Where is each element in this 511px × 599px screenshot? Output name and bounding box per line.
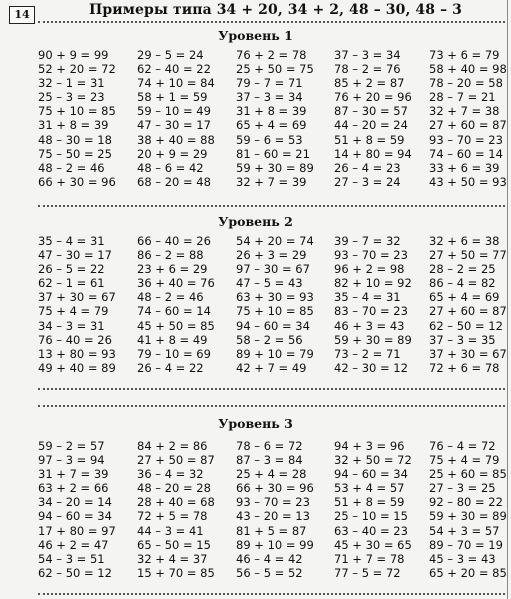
example-equation: 65 + 20 = 85 (429, 565, 507, 580)
example-equation: 45 + 30 = 65 (334, 537, 412, 552)
example-equation: 76 + 2 = 78 (236, 48, 307, 62)
example-equation: 42 – 30 = 12 (334, 360, 408, 375)
example-equation: 32 – 1 = 31 (38, 76, 105, 91)
example-equation: 96 + 2 = 98 (334, 262, 405, 277)
example-equation: 32 + 4 = 37 (137, 551, 208, 566)
example-equation: 66 + 30 = 96 (38, 174, 116, 189)
example-equation: 63 + 2 = 66 (38, 481, 109, 496)
example-equation: 81 – 60 = 21 (236, 146, 310, 161)
example-equation: 28 – 2 = 25 (429, 262, 496, 277)
example-equation: 46 + 3 = 43 (334, 318, 405, 333)
divider (38, 205, 505, 207)
example-equation: 45 – 3 = 43 (429, 551, 496, 566)
example-equation: 94 + 3 = 96 (334, 439, 405, 453)
example-equation: 82 + 10 = 92 (334, 276, 412, 291)
level-1-grid (38, 48, 508, 189)
example-equation: 59 – 10 = 49 (137, 104, 211, 119)
example-equation: 34 – 20 = 14 (38, 495, 112, 510)
example-equation: 35 – 4 = 31 (38, 234, 105, 248)
example-equation: 28 + 40 = 68 (137, 495, 215, 510)
example-equation: 81 + 5 = 87 (236, 523, 307, 538)
example-equation: 66 – 40 = 26 (137, 234, 211, 248)
level-2-grid (38, 234, 508, 375)
example-equation: 46 + 2 = 47 (38, 537, 109, 552)
level-3-title: Уровень 3 (218, 416, 293, 431)
example-equation: 65 – 50 = 15 (137, 537, 211, 552)
example-equation: 72 + 6 = 78 (429, 360, 500, 375)
example-equation: 92 – 80 = 22 (429, 495, 503, 510)
example-equation: 15 + 70 = 85 (137, 565, 215, 580)
example-equation: 42 + 7 = 49 (236, 360, 307, 375)
example-equation: 25 + 60 = 85 (429, 467, 507, 482)
example-equation: 28 – 7 = 21 (429, 90, 496, 105)
example-equation: 26 + 3 = 29 (236, 248, 307, 263)
example-equation: 87 – 30 = 57 (334, 104, 408, 119)
example-equation: 66 + 30 = 96 (236, 481, 314, 496)
example-equation: 94 – 60 = 34 (38, 509, 112, 524)
example-equation: 84 + 2 = 86 (137, 439, 208, 453)
example-equation: 34 – 3 = 31 (38, 318, 105, 333)
example-equation: 43 – 20 = 13 (236, 509, 310, 524)
example-equation: 36 + 40 = 76 (137, 276, 215, 291)
example-equation: 54 + 20 = 74 (236, 234, 314, 248)
example-equation: 87 – 3 = 84 (236, 453, 303, 468)
example-equation: 45 + 50 = 85 (137, 318, 215, 333)
example-equation: 25 – 3 = 23 (38, 90, 105, 105)
example-equation: 41 + 8 = 49 (137, 332, 208, 347)
example-equation: 89 + 10 = 99 (236, 537, 314, 552)
example-equation: 46 – 4 = 42 (236, 551, 303, 566)
example-equation: 62 – 1 = 61 (38, 276, 105, 291)
example-equation: 31 + 8 = 39 (38, 118, 109, 133)
example-equation: 62 – 40 = 22 (137, 62, 211, 77)
example-equation: 32 + 6 = 38 (429, 234, 500, 248)
example-equation: 33 + 6 = 39 (429, 160, 500, 175)
example-equation: 54 + 3 = 57 (429, 523, 500, 538)
example-equation: 65 + 4 = 69 (236, 118, 307, 133)
example-equation: 59 – 6 = 53 (236, 132, 303, 147)
example-equation: 26 – 4 = 23 (334, 160, 401, 175)
example-equation: 32 + 7 = 38 (429, 104, 500, 119)
example-equation: 75 + 4 = 79 (38, 304, 109, 319)
example-equation: 48 – 2 = 46 (38, 160, 105, 175)
example-equation: 36 – 4 = 32 (137, 467, 204, 482)
example-equation: 74 – 60 = 14 (137, 304, 211, 319)
example-equation: 37 + 30 = 67 (38, 290, 116, 305)
example-equation: 37 – 3 = 34 (236, 90, 303, 105)
example-equation: 13 + 80 = 93 (38, 346, 116, 361)
example-equation: 93 – 70 = 23 (236, 495, 310, 510)
example-equation: 72 + 5 = 78 (137, 509, 208, 524)
example-equation: 44 – 3 = 41 (137, 523, 204, 538)
example-equation: 78 – 6 = 72 (236, 439, 303, 453)
example-equation: 63 – 40 = 23 (334, 523, 408, 538)
example-equation: 75 + 10 = 85 (236, 304, 314, 319)
example-equation: 76 – 40 = 26 (38, 332, 112, 347)
example-equation: 27 – 3 = 24 (334, 174, 401, 189)
example-equation: 65 + 4 = 69 (429, 290, 500, 305)
example-equation: 14 + 80 = 94 (334, 146, 412, 161)
example-equation: 26 – 5 = 22 (38, 262, 105, 277)
level-3-grid (38, 439, 508, 580)
example-equation: 59 – 2 = 57 (38, 439, 105, 453)
example-equation: 47 – 5 = 43 (236, 276, 303, 291)
example-equation: 90 + 9 = 99 (38, 48, 109, 62)
example-equation: 71 + 7 = 78 (334, 551, 405, 566)
example-equation: 25 + 50 = 75 (236, 62, 314, 77)
example-equation: 73 + 6 = 79 (429, 48, 500, 62)
example-equation: 48 – 20 = 28 (137, 481, 211, 496)
example-equation: 29 – 5 = 24 (137, 48, 204, 62)
example-equation: 75 + 10 = 85 (38, 104, 116, 119)
example-equation: 27 + 60 = 87 (429, 304, 507, 319)
example-equation: 79 – 7 = 71 (236, 76, 303, 91)
divider (38, 593, 505, 595)
example-equation: 77 – 5 = 72 (334, 565, 401, 580)
example-equation: 31 + 8 = 39 (236, 104, 307, 119)
example-equation: 47 – 30 = 17 (137, 118, 211, 133)
example-equation: 35 – 4 = 31 (334, 290, 401, 305)
example-equation: 48 – 6 = 42 (137, 160, 204, 175)
example-equation: 76 – 4 = 72 (429, 439, 496, 453)
example-equation: 93 – 70 = 23 (334, 248, 408, 263)
example-equation: 59 + 30 = 89 (236, 160, 314, 175)
example-equation: 27 + 60 = 87 (429, 118, 507, 133)
example-equation: 43 + 50 = 93 (429, 174, 507, 189)
example-equation: 97 – 30 = 67 (236, 262, 310, 277)
example-equation: 38 + 40 = 88 (137, 132, 215, 147)
example-equation: 53 + 4 = 57 (334, 481, 405, 496)
example-equation: 56 – 5 = 52 (236, 565, 303, 580)
example-equation: 58 + 40 = 98 (429, 62, 507, 77)
example-equation: 44 – 20 = 24 (334, 118, 408, 133)
divider (38, 405, 505, 407)
example-equation: 58 + 1 = 59 (137, 90, 208, 105)
divider (38, 21, 505, 23)
example-equation: 37 – 3 = 35 (429, 332, 496, 347)
example-equation: 74 – 60 = 14 (429, 146, 503, 161)
example-equation: 37 – 3 = 34 (334, 48, 401, 62)
example-equation: 48 – 30 = 18 (38, 132, 112, 147)
example-equation: 63 + 30 = 93 (236, 290, 314, 305)
example-equation: 49 + 40 = 89 (38, 360, 116, 375)
example-equation: 89 – 70 = 19 (429, 537, 503, 552)
example-equation: 85 + 2 = 87 (334, 76, 405, 91)
example-equation: 62 – 50 = 12 (38, 565, 112, 580)
example-equation: 75 – 50 = 25 (38, 146, 112, 161)
example-equation: 26 – 4 = 22 (137, 360, 204, 375)
page-title: Примеры типа 34 + 20, 34 + 2, 48 – 30, 48 – 3 (89, 2, 462, 18)
example-equation: 20 + 9 = 29 (137, 146, 208, 161)
example-equation: 23 + 6 = 29 (137, 262, 208, 277)
example-equation: 94 – 60 = 34 (334, 467, 408, 482)
example-equation: 78 – 20 = 58 (429, 76, 503, 91)
example-equation: 97 – 3 = 94 (38, 453, 105, 468)
example-equation: 62 – 50 = 12 (429, 318, 503, 333)
example-equation: 78 – 2 = 76 (334, 62, 401, 77)
example-equation: 27 + 50 = 87 (137, 453, 215, 468)
example-equation: 76 + 20 = 96 (334, 90, 412, 105)
example-equation: 86 – 4 = 82 (429, 276, 496, 291)
example-equation: 74 + 10 = 84 (137, 76, 215, 91)
example-equation: 86 – 2 = 88 (137, 248, 204, 263)
example-equation: 25 + 4 = 28 (236, 467, 307, 482)
example-equation: 37 + 30 = 67 (429, 346, 507, 361)
level-1-title: Уровень 1 (218, 28, 293, 43)
page-number: 14 (9, 6, 35, 24)
example-equation: 68 – 20 = 48 (137, 174, 211, 189)
example-equation: 79 – 10 = 69 (137, 346, 211, 361)
example-equation: 48 – 2 = 46 (137, 290, 204, 305)
example-equation: 94 – 60 = 34 (236, 318, 310, 333)
example-equation: 59 + 30 = 89 (334, 332, 412, 347)
example-equation: 58 – 2 = 56 (236, 332, 303, 347)
example-equation: 27 + 50 = 77 (429, 248, 507, 263)
example-equation: 73 – 2 = 71 (334, 346, 401, 361)
example-equation: 39 – 7 = 32 (334, 234, 401, 248)
example-equation: 17 + 80 = 97 (38, 523, 116, 538)
example-equation: 54 – 3 = 51 (38, 551, 105, 566)
example-equation: 75 + 4 = 79 (429, 453, 500, 468)
example-equation: 51 + 8 = 59 (334, 495, 405, 510)
example-equation: 31 + 7 = 39 (38, 467, 109, 482)
example-equation: 51 + 8 = 59 (334, 132, 405, 147)
level-2-title: Уровень 2 (218, 214, 293, 229)
example-equation: 59 + 30 = 89 (429, 509, 507, 524)
divider (38, 388, 505, 390)
example-equation: 52 + 20 = 72 (38, 62, 116, 77)
example-equation: 83 – 70 = 23 (334, 304, 408, 319)
example-equation: 27 – 3 = 25 (429, 481, 496, 496)
example-equation: 47 – 30 = 17 (38, 248, 112, 263)
example-equation: 32 + 7 = 39 (236, 174, 307, 189)
example-equation: 93 – 70 = 23 (429, 132, 503, 147)
example-equation: 25 – 10 = 15 (334, 509, 408, 524)
example-equation: 89 + 10 = 79 (236, 346, 314, 361)
example-equation: 32 + 50 = 72 (334, 453, 412, 468)
